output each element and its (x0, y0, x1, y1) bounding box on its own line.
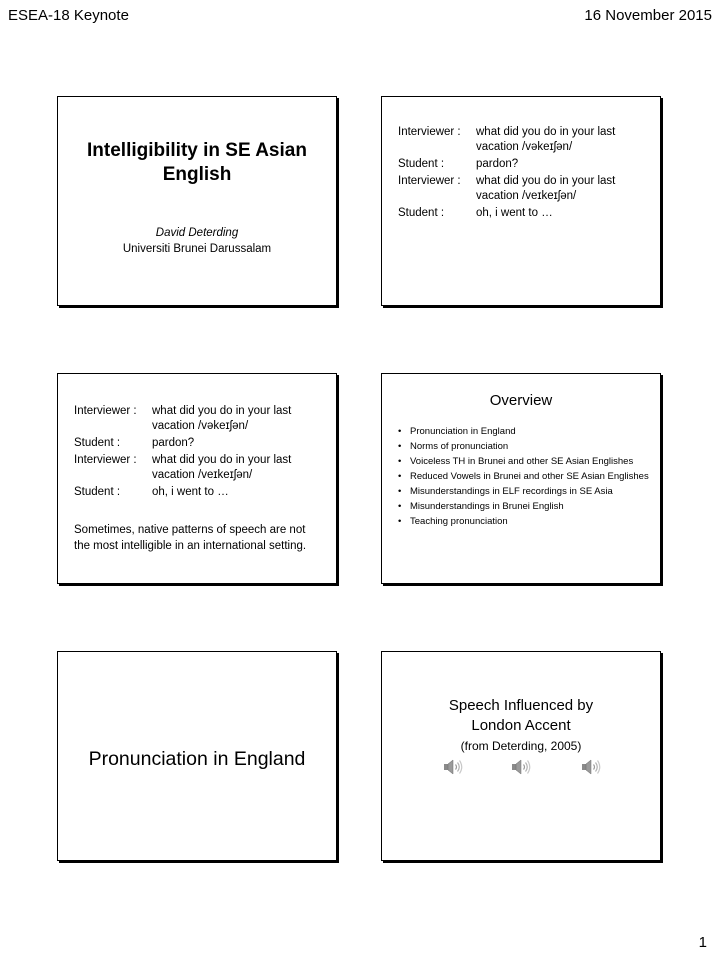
list-item: • Misunderstandings in ELF recordings in SE Asia (398, 486, 652, 498)
slide-note: Sometimes, native patterns of speech are not the most intelligible in an international setting. (74, 524, 307, 552)
dialogue-row (398, 125, 652, 155)
header-title: ESEA-18 Keynote (8, 7, 129, 24)
title-line: English (162, 164, 232, 185)
slide-title-heading (58, 139, 336, 187)
dialogue-row (74, 485, 328, 500)
dialogue-row (398, 206, 652, 221)
dialogue-text: oh, i went to … (476, 207, 553, 219)
slide-section (57, 651, 337, 861)
dialogue-speaker: Interviewer : (398, 126, 461, 138)
list-item: • Norms of pronunciation (398, 441, 652, 453)
author-affiliation: Universiti Brunei Darussalam (122, 243, 272, 255)
slide-dialogue (381, 96, 661, 306)
dialogue-speaker: Interviewer : (74, 454, 137, 466)
slide-overview (381, 373, 661, 584)
audio-slide-subtitle: (from Deterding, 2005) (460, 739, 582, 753)
speaker-icon[interactable] (442, 756, 464, 778)
dialogue (74, 404, 328, 502)
dialogue-row (74, 453, 328, 483)
dialogue-row (74, 436, 328, 451)
dialogue-speaker: Interviewer : (74, 405, 137, 417)
list-item: • Pronunciation in England (398, 426, 652, 438)
section-title: Pronunciation in England (88, 748, 306, 770)
title-line: London Accent (471, 717, 571, 734)
dialogue-speaker: Student : (398, 158, 445, 170)
dialogue-text: what did you do in your last vacation /veɪkeɪʃən/ (152, 454, 292, 481)
list-item: • Teaching pronunciation (398, 516, 652, 528)
page-number: 1 (698, 934, 707, 951)
dialogue-speaker: Interviewer : (398, 175, 461, 187)
overview-list (398, 426, 652, 531)
dialogue-text: pardon? (476, 158, 519, 170)
slide-dialogue-note (57, 373, 337, 584)
overview-title: Overview (489, 392, 553, 409)
speaker-icon[interactable] (580, 756, 602, 778)
author-name: David Deterding (155, 227, 239, 239)
header-date: 16 November 2015 (584, 7, 712, 24)
title-line: Speech Influenced by (448, 697, 594, 714)
dialogue-row (398, 157, 652, 172)
dialogue-text: oh, i went to … (152, 486, 229, 498)
list-item: • Misunderstandings in Brunei English (398, 501, 652, 513)
dialogue-text: what did you do in your last vacation /vəkeɪʃən/ (476, 126, 616, 153)
dialogue-text: what did you do in your last vacation /vəkeɪʃən/ (152, 405, 292, 432)
dialogue-speaker: Student : (74, 437, 121, 449)
dialogue-speaker: Student : (74, 486, 121, 498)
speaker-icon[interactable] (510, 756, 532, 778)
list-item: • Reduced Vowels in Brunei and other SE Asian Englishes (398, 471, 652, 483)
dialogue (398, 125, 652, 223)
dialogue-speaker: Student : (398, 207, 445, 219)
title-line: Intelligibility in SE Asian (87, 140, 307, 161)
slide-title (57, 96, 337, 306)
dialogue-text: what did you do in your last vacation /veɪkeɪʃən/ (476, 175, 616, 202)
dialogue-text: pardon? (152, 437, 195, 449)
list-item: • Voiceless TH in Brunei and other SE Asian Englishes (398, 456, 652, 468)
dialogue-row (74, 404, 328, 434)
audio-slide-title (382, 696, 660, 736)
slide-audio (381, 651, 661, 861)
dialogue-row (398, 174, 652, 204)
